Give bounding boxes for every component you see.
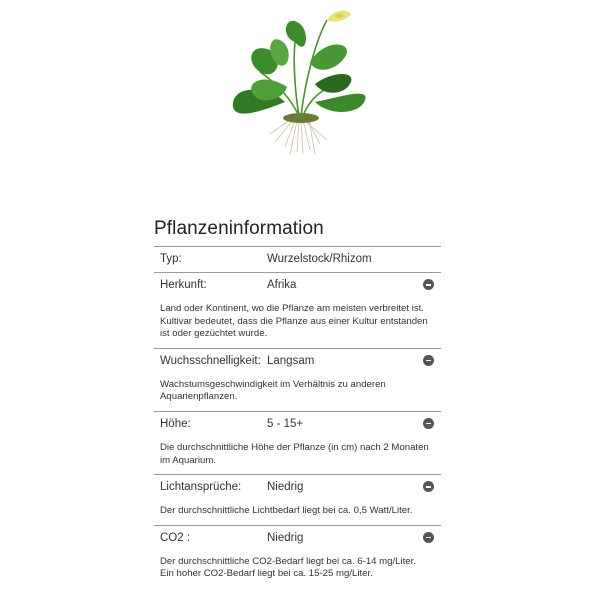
info-value: Langsam [267,354,315,367]
info-description: Der durchschnittliche CO2-Bedarf liegt bei ca. 6-14 mg/Liter. Ein hoher CO2-Bedarf liegt bei ca. 15-25 mg/Liter. [160,555,416,580]
info-row-type [154,246,441,272]
info-description: Der durchschnittliche Lichtbedarf liegt bei ca. 0,5 Watt/Liter. [160,505,413,517]
info-label: Höhe: [160,417,191,430]
info-label: Wuchsschnelligkeit: [160,354,261,367]
collapse-icon[interactable] [423,279,434,290]
plant-image [215,2,385,162]
info-row-co2[interactable] [154,525,441,588]
collapse-icon[interactable] [423,481,434,492]
collapse-icon[interactable] [423,355,434,366]
info-value: Niedrig [267,531,304,544]
info-row-light[interactable] [154,474,441,525]
info-row-header [154,349,441,374]
info-label: Typ: [160,253,182,265]
collapse-icon[interactable] [423,532,434,543]
info-description: Land oder Kontinent, wo die Pflanze am meisten verbreitet ist. Kultivar bedeutet, dass die Pflanze aus einer Kultur entstanden ist oder gezüchtet wurde. [160,303,428,340]
info-label: Herkunft: [160,279,207,291]
info-row-header [154,526,441,551]
info-value: Niedrig [267,481,304,494]
plant-info-table [154,246,441,588]
info-label: CO2 : [160,531,191,544]
info-description: Die durchschnittliche Höhe der Pflanze (in cm) nach 2 Monaten im Aquarium. [160,441,429,466]
info-row-header [154,273,441,298]
info-label: Lichtansprüche: [160,481,242,494]
info-value: Afrika [267,279,297,291]
info-row-growth-rate[interactable] [154,348,441,411]
info-row-header [154,475,441,500]
info-row-header [154,412,441,437]
info-description: Wachstumsgeschwindigkeit im Verhältnis zu anderen Aquarienpflanzen. [160,378,386,403]
info-value: Wurzelstock/Rhizom [267,253,372,265]
collapse-icon[interactable] [423,418,434,429]
info-row-header [154,247,441,272]
section-title: Pflanzeninformation [154,218,324,239]
info-row-origin[interactable] [154,272,441,348]
info-value: 5 - 15+ [267,417,304,430]
info-row-height[interactable] [154,411,441,474]
